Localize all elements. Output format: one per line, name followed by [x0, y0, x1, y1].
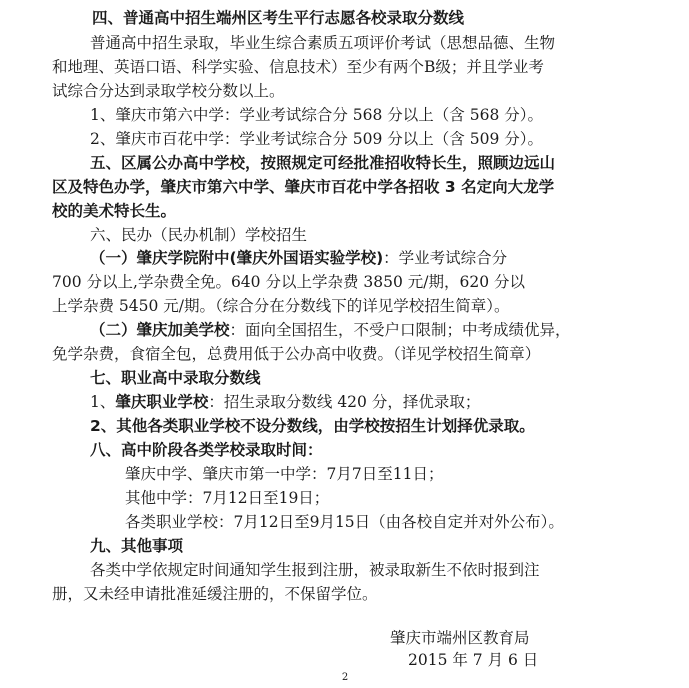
section-4-para-line: 和地理、英语口语、科学实验、信息技术）至少有两个B级；并且学业考	[52, 58, 544, 76]
section-8-line: 其他中学：7月12日至19日；	[125, 489, 330, 507]
section-4-item-1: 1、肇庆市第六中学：学业考试综合分 568 分以上（含 568 分）。	[90, 106, 543, 124]
section-9-heading: 九、其他事项	[90, 537, 184, 555]
section-5-line: 区及特色办学，肇庆市第六中学、肇庆市百花中学各招收 3 名定向大龙学	[52, 178, 555, 196]
signature-org: 肇庆市端州区教育局	[390, 629, 530, 647]
school-name: （一）肇庆学院附中(肇庆外国语实验学校)	[90, 249, 384, 267]
page-number: 2	[341, 672, 349, 683]
item-prefix: 1、	[90, 393, 116, 411]
section-9-line: 各类中学依规定时间通知学生报到注册，被录取新生不依时报到注	[90, 561, 540, 579]
section-4-item-2: 2、肇庆市百花中学：学业考试综合分 509 分以上（含 509 分）。	[90, 130, 543, 148]
section-5-line: 校的美术特长生。	[52, 202, 177, 220]
school-name: 肇庆职业学校	[115, 393, 209, 411]
section-7-heading: 七、职业高中录取分数线	[90, 369, 261, 387]
section-7-item-1	[90, 392, 480, 412]
section-5-line: 五、区属公办高中学校，按照规定可经批准招收特长生，照顾边远山	[90, 154, 556, 172]
item-text: ：招生录取分数线 420 分，择优录取；	[208, 393, 481, 411]
section-4-heading: 四、普通高中招生端州区考生平行志愿各校录取分数线	[92, 9, 465, 27]
section-8-heading: 八、高中阶段各类学校录取时间：	[90, 441, 323, 459]
section-9-line: 册，又未经申请批准延缓注册的，不保留学位。	[52, 585, 378, 603]
section-4-para-line: 普通高中招生录取，毕业生综合素质五项评价考试（思想品德、生物	[90, 34, 556, 52]
section-6-item-1-line: 700 分以上,学杂费全免。640 分以上学杂费 3850 元/期，620 分以	[52, 273, 525, 291]
section-4-para-line: 试综合分达到录取学校分数以上。	[52, 82, 285, 100]
school-name: （二）肇庆加美学校	[90, 321, 230, 339]
section-7-item-2: 2、其他各类职业学校不设分数线，由学校按招生计划择优录取。	[90, 417, 535, 435]
item-text: ：学业考试综合分	[383, 249, 508, 267]
section-6-item-1-line: 上学杂费 5450 元/期。（综合分在分数线下的详见学校招生简章）。	[52, 297, 510, 315]
item-text: ：面向全国招生，不受户口限制；中考成绩优异，	[229, 321, 571, 339]
section-6-heading: 六、民办（民办机制）学校招生	[90, 226, 308, 244]
section-6-item-2-line: 免学杂费，食宿全包，总费用低于公办高中收费。（详见学校招生简章）	[52, 345, 541, 363]
signature-date: 2015 年 7 月 6 日	[408, 651, 539, 669]
section-6-item-2-line	[90, 320, 571, 340]
section-8-line: 各类职业学校：7月12日至9月15日（由各校自定并对外公布）。	[125, 513, 564, 531]
section-8-line: 肇庆中学、肇庆市第一中学：7月7日至11日；	[125, 465, 444, 483]
section-6-item-1-line	[90, 248, 507, 268]
